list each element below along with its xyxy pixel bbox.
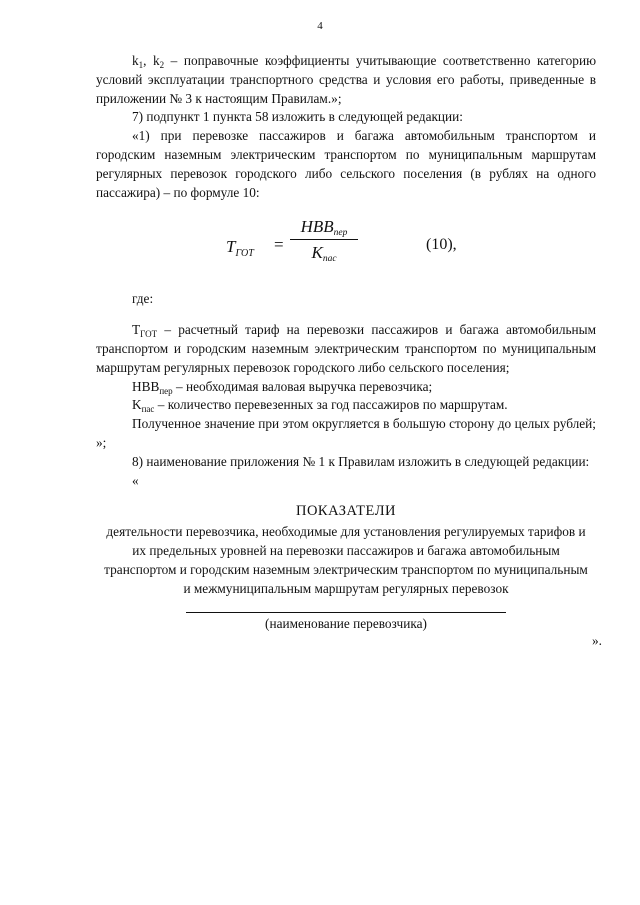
coefficients-text: – поправочные коэффициенты учитывающие соответственно категорию условий эксплуатации транспортного средства и условия его работы, приведенные в приложении № 3 к настоящим Правилам.»; bbox=[96, 53, 596, 106]
formula-numerator bbox=[290, 218, 358, 240]
kpas-symbol: K bbox=[132, 397, 142, 413]
k2-subscript: 2 bbox=[159, 60, 165, 70]
paragraph-item-8: 8) наименование приложения № 1 к Правилам изложить в следующей редакции: bbox=[132, 453, 590, 469]
closing-quote: ». bbox=[592, 633, 602, 649]
indicators-subheading: деятельности перевозчика, необходимые для установления регулируемых тарифов и их предельных уровней на перевозки пассажиров и багажа автомобильным транспортом и городским наземным электрическим транспортом по муниципальным и межмуниципальным маршрутам регулярных перевозок bbox=[104, 524, 588, 596]
k1-symbol: k bbox=[132, 53, 139, 68]
kpas-subscript: пас bbox=[141, 404, 155, 415]
document-body bbox=[96, 52, 602, 651]
denominator-symbol: K bbox=[311, 243, 323, 263]
nvv-subscript: пер bbox=[159, 385, 173, 396]
paragraph-item-1-formula: «1) при перевозке пассажиров и багажа автомобильным транспортом и городским наземным электрическим транспортом по муниципальным маршрутам регулярных перевозок городского либо сельского поселения (в рублях на одного пассажира) – по формуле 10: bbox=[96, 128, 596, 200]
spacer bbox=[96, 309, 596, 321]
definition-tgot bbox=[96, 321, 596, 377]
tgot-subscript: ГОТ bbox=[140, 329, 158, 340]
opening-quote: « bbox=[132, 472, 139, 488]
formula-fraction bbox=[290, 218, 358, 263]
tgot-definition-text: – расчетный тариф на перевозки пассажиров и багажа автомобильным транспортом и городским наземным электрическим транспортом по муниципальным маршрутам регулярных перевозок городского либо сельского поселения; bbox=[96, 322, 596, 375]
denominator-subscript: пас bbox=[322, 254, 337, 265]
kpas-definition-text: – количество перевезенных за год пассажиров по маршрутам. bbox=[154, 397, 508, 413]
formula-equals: = bbox=[274, 235, 284, 255]
formula-number: (10), bbox=[426, 236, 457, 254]
formula-lhs-symbol: T bbox=[226, 237, 236, 257]
where-label: где: bbox=[132, 291, 154, 307]
paragraph-item-7: 7) подпункт 1 пункта 58 изложить в следующей редакции: bbox=[132, 109, 463, 125]
k1-subscript: 1 bbox=[138, 60, 144, 70]
tgot-symbol: T bbox=[132, 322, 141, 338]
paragraph-rounding: Полученное значение при этом округляется в большую сторону до целых рублей; »; bbox=[96, 416, 596, 450]
formula-10 bbox=[96, 212, 596, 282]
formula-denominator bbox=[290, 240, 358, 263]
formula-lhs-subscript: ГОТ bbox=[235, 248, 254, 260]
definition-nvv bbox=[96, 378, 596, 397]
carrier-name-line bbox=[186, 612, 506, 613]
definition-kpas bbox=[96, 396, 596, 415]
nvv-symbol: НВВ bbox=[132, 378, 160, 394]
indicators-heading: ПОКАЗАТЕЛИ bbox=[295, 503, 396, 520]
page-number: 4 bbox=[317, 20, 323, 32]
formula-lhs bbox=[226, 237, 254, 260]
k2-symbol: , k bbox=[143, 53, 160, 68]
numerator-subscript: пер bbox=[333, 228, 348, 239]
paragraph-coefficients bbox=[96, 52, 596, 108]
numerator-symbol: НВВ bbox=[300, 217, 334, 237]
nvv-definition-text: – необходимая валовая выручка перевозчика; bbox=[172, 378, 433, 394]
carrier-name-caption: (наименование перевозчика) bbox=[265, 616, 427, 632]
